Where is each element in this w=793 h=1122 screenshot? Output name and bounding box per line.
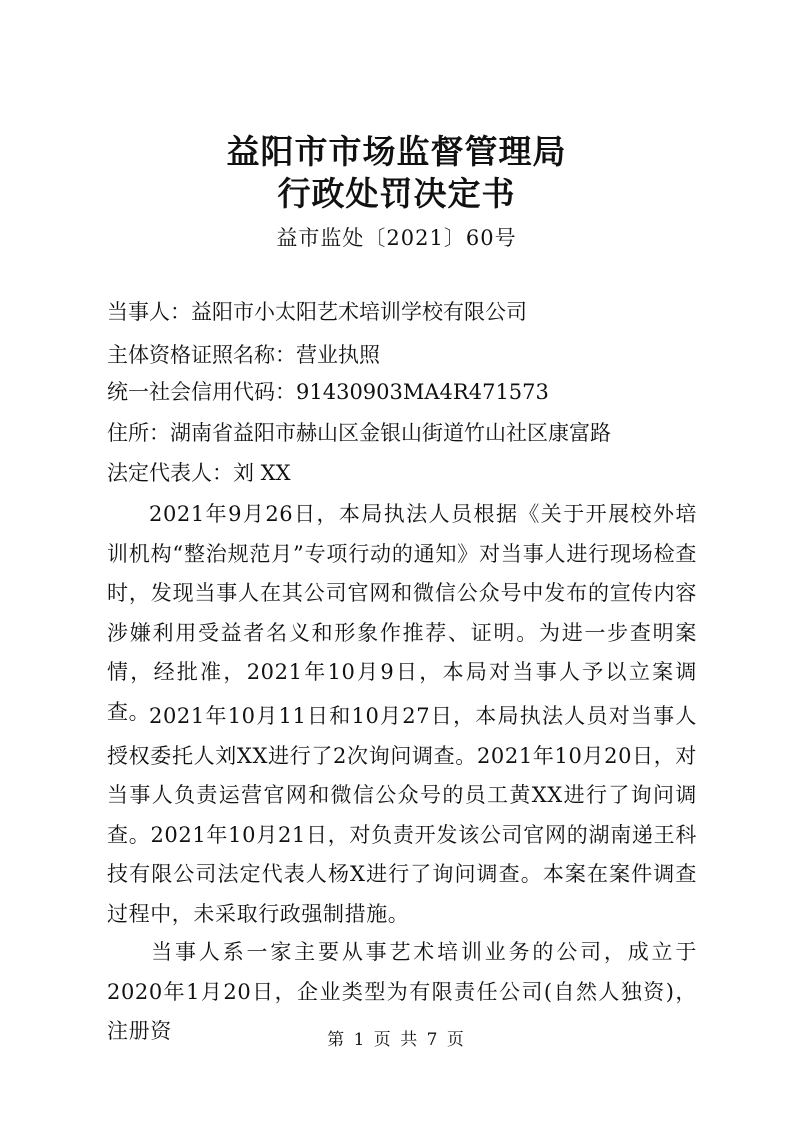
- document-title-type: 行政处罚决定书: [277, 174, 516, 213]
- party-legal-representative: 法定代表人：刘 XX: [107, 461, 291, 485]
- page-number-footer: 第 1 页 共 7 页: [327, 1030, 466, 1050]
- paragraph-text: 2021年10月11日和10月27日，本局执法人员对当事人授权委托人刘XX进行了2次询问调查。2021年10月20日，对当事人负责运营官网和微信公众号的员工黄XX进行了询问调查。2021年10月21日，对负责开发该公司官网的湖南递王科技有限公司法定代表人杨X进行了询问调查。本案在案件调查过程中，未采取行政强制措施。: [107, 704, 697, 926]
- party-license-name: 主体资格证照名称：营业执照: [107, 343, 380, 367]
- paragraph-text: 2021年9月26日，本局执法人员根据《关于开展校外培训机构“整治规范月”专项行动的通知》对当事人进行现场检查时，发现当事人在其公司官网和微信公众号中发布的宣传内容涉嫌利用受益者名义和形象作推荐、证明。为进一步查明案情，经批准，2021年10月9日，本局对当事人予以立案调查。: [107, 502, 697, 724]
- party-credit-code: 统一社会信用代码：91430903MA4R471573: [107, 380, 549, 404]
- party-address: 住所：湖南省益阳市赫山区金银山街道竹山社区康富路: [107, 421, 611, 445]
- document-title-agency: 益阳市市场监督管理局: [226, 132, 567, 171]
- paragraph-text: 当事人系一家主要从事艺术培训业务的公司，成立于2020年1月20日，企业类型为有限责任公司(自然人独资)，注册资: [107, 940, 697, 1043]
- body-paragraph-2: [107, 697, 697, 934]
- party-name: 当事人：益阳市小太阳艺术培训学校有限公司: [107, 300, 527, 324]
- document-number: 益市监处〔2021〕60号: [276, 226, 517, 250]
